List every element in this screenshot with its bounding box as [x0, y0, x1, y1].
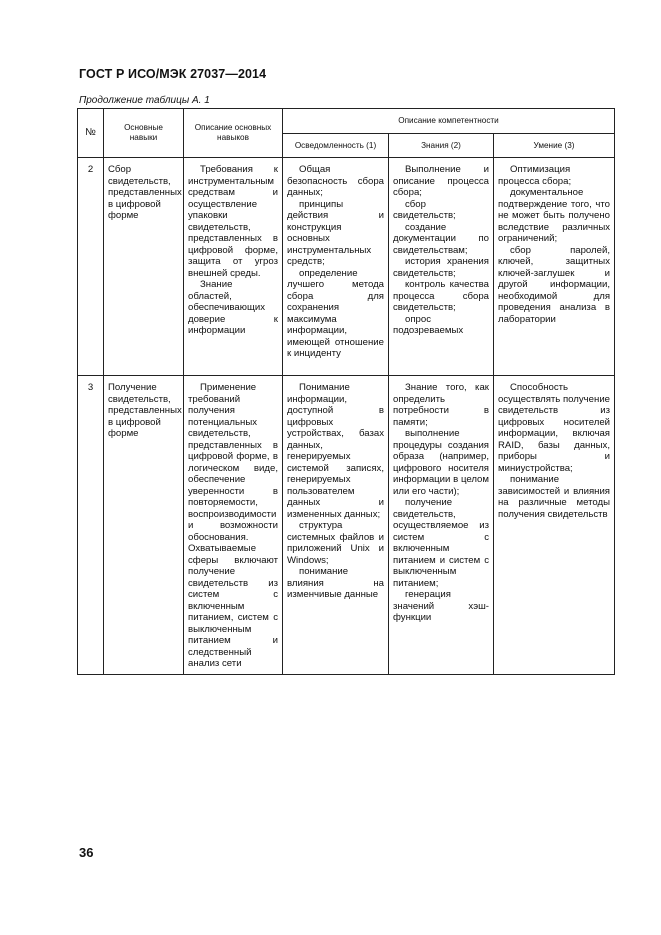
knowledge-item: Знание того, как определить потребности в памяти;: [393, 382, 489, 428]
awareness-item: принципы действия и конструкция основных инструментальных средств;: [287, 198, 384, 267]
knowledge-item: создание документации по свидетельствам;: [393, 221, 489, 256]
row-number: 2: [78, 158, 104, 376]
skill-name: Сбор свидетельств, представленных в цифровой форме: [108, 164, 182, 221]
header-knowledge: Знания (2): [389, 134, 494, 158]
knowledge-item: выполнение процедуры создания образа (например, цифрового носителя информации в целом или его части);: [393, 428, 489, 497]
ability-item: документальное подтверждение того, что не может быть получено вследствие различных ограничений;: [498, 187, 611, 244]
awareness-item: Понимание информации, доступной в цифровых устройствах, базах данных, генерируемых системой записях, генерируемых пользователем данных и измененных данных;: [287, 382, 384, 520]
header-competence-group: Описание компетентности: [283, 109, 615, 134]
competence-table: [77, 108, 615, 675]
header-skills-description: Описание основных навыков: [184, 109, 283, 158]
awareness-item: структура системных файлов и приложений Unix и Windows;: [287, 520, 384, 566]
awareness-item: определение лучшего метода сбора для сохранения максимума информации, имеющей отношение к инциденту: [287, 267, 384, 359]
header-ability: Умение (3): [494, 134, 615, 158]
header-skills: Основные навыки: [104, 109, 184, 158]
table-row: [78, 158, 615, 376]
knowledge-item: сбор свидетельств;: [393, 198, 456, 221]
description-paragraph: Знание областей, обеспечивающих доверие к информации: [188, 279, 278, 336]
knowledge-item: Выполнение и описание процесса сбора;: [393, 164, 489, 198]
ability-item: сбор паролей, ключей, защитных ключей-заглушек и другой информации, необходимой для проведения анализа в лаборатории: [498, 244, 611, 325]
page-number: 36: [79, 845, 94, 860]
description-paragraph: Требования к инструментальным средствам и осуществление упаковки свидетельств, представленных в цифровой форме, защита от угроз внешней среды.: [188, 164, 278, 279]
knowledge-item: опрос подозреваемых: [393, 313, 464, 336]
knowledge-item: генерация значений хэш-функции: [393, 589, 489, 623]
document-title: ГОСТ Р ИСО/МЭК 27037—2014: [79, 67, 267, 81]
header-number: №: [78, 109, 104, 158]
knowledge-item: контроль качества процесса сбора свидетельств;: [393, 279, 489, 313]
description-paragraph: Применение требований получения потенциальных свидетельств, представленных в цифровой форме, в логическом виде, обеспечение уверенности в повторяемости, воспроизводимости и возможности обоснования. Охватываемые сферы включают получение свидетельств из систем с включенным питанием, систем с выключенным питанием и следственный анализ сети: [188, 382, 278, 669]
knowledge-item: получение свидетельств, осуществляемое из систем с включенным питанием и систем с выключенным питанием;: [393, 497, 489, 589]
ability-item: Оптимизация процесса сбора;: [498, 164, 572, 187]
awareness-item: понимание влияния на изменчивые данные: [287, 566, 384, 600]
ability-item: понимание зависимостей и влияния на различные методы получения свидетельств: [498, 474, 611, 520]
skill-name: Получение свидетельств, представленных в цифровой форме: [108, 382, 182, 439]
knowledge-item: история хранения свидетельств;: [393, 256, 489, 279]
table-row: [78, 376, 615, 675]
table-caption: Продолжение таблицы А. 1: [79, 95, 210, 106]
row-number: 3: [78, 376, 104, 675]
header-awareness: Осведомленность (1): [283, 134, 389, 158]
awareness-item: Общая безопасность сбора данных;: [287, 164, 384, 198]
ability-item: Способность осуществлять получение свидетельств из цифровых носителей информации, включая RAID, базы данных, приборы и миниустройства;: [498, 382, 611, 474]
